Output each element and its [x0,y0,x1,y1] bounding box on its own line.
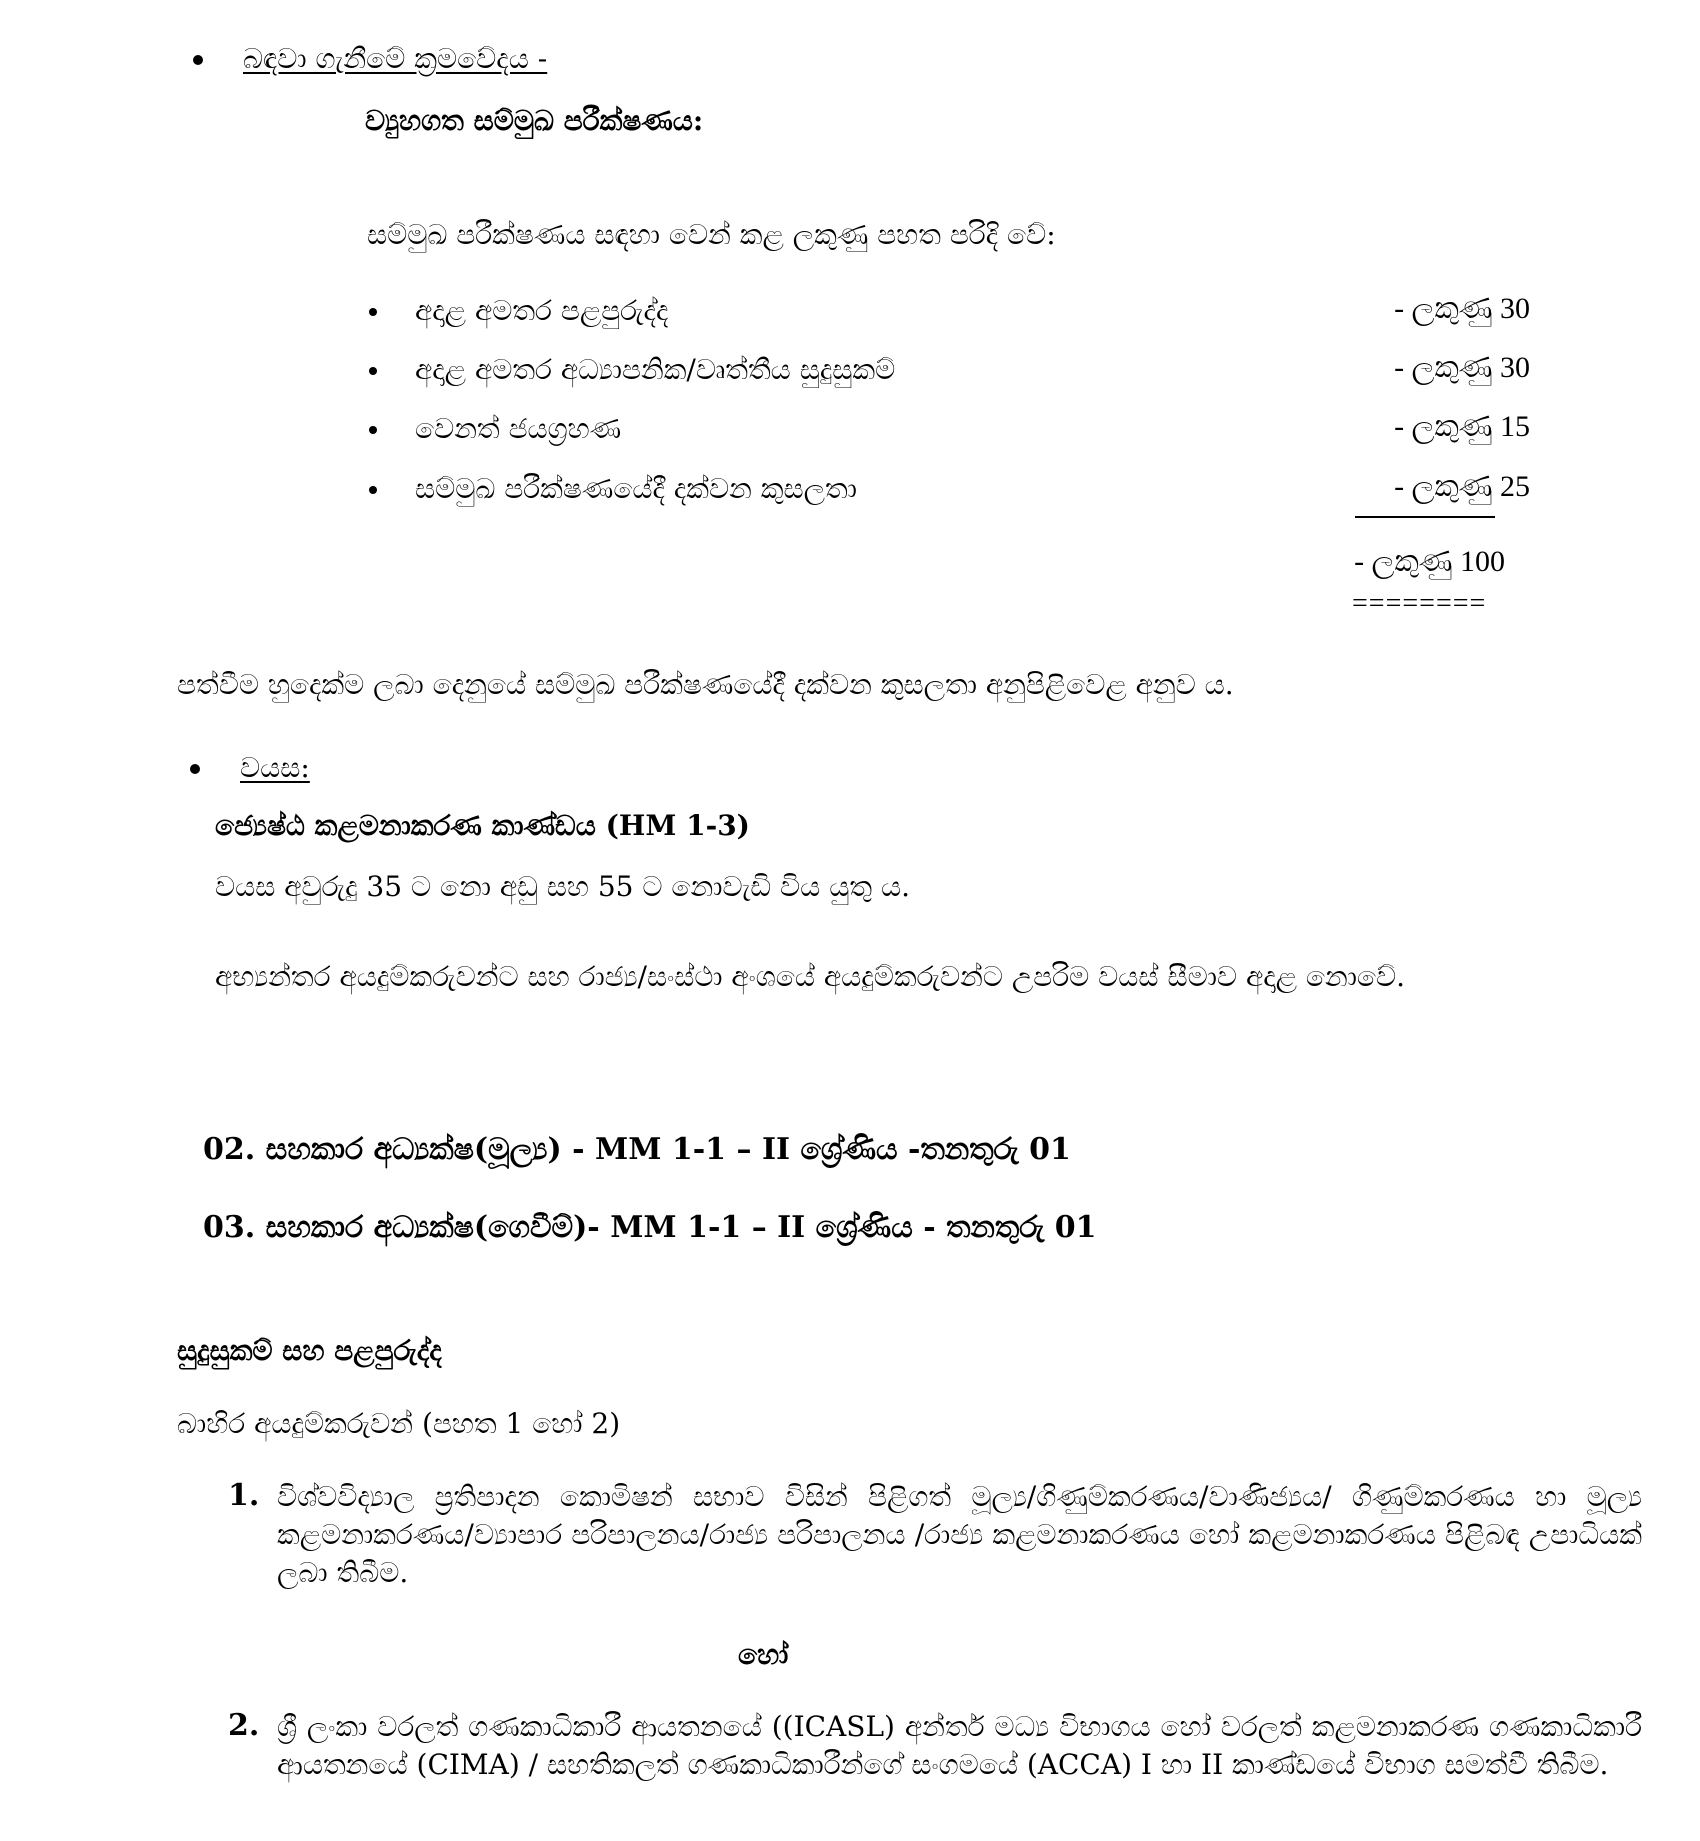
structured-interview-heading: ව්‍යුහගත සම්මුඛ පරීක්ෂණය: [365,104,704,137]
or-separator: හෝ [738,1638,789,1671]
appointment-note: පත්වීම හුදෙක්ම ලබා දෙනුයේ සම්මුඛ පරීක්ෂණයේදී දක්වන කුසලතා අනුපිළිවෙළ අනුව ය. [177,668,1234,701]
criterion-label: වෙනත් ජයග්‍රහණ [415,412,622,445]
criterion-marks: - ලකුණු 30 [1394,292,1530,325]
subtotal-underline [1355,516,1495,518]
criterion-label: අදාළ අමතර අධ්‍යාපනික/වෘත්තීය සුදුසුකම් [415,353,896,386]
external-applicants-line: බාහිර අයදුම්කරුවන් (පහත 1 හෝ 2) [177,1407,621,1440]
bullet-icon [369,367,377,375]
marks-intro: සම්මුඛ පරීක්ෂණය සඳහා වෙන් කළ ලකුණු පහත පරිදි වේ: [367,218,1056,251]
total-double-rule: ======== [1352,588,1487,619]
qualification-text: විශ්වවිද්‍යාල ප්‍රතිපාදන කොමිෂන් සභාව විසින් පිළිගත් මූල්‍ය/ගිණුම්කරණය/වාණිජ්‍යය/ ගිණුම්කරණය හා මූල්‍ය කළමනාකරණය/ව්‍යාපාර පරිපාලනය/රාජ්‍ය පරිපාලනය /රාජ්‍ය කළමනාකරණය හෝ කළමනාකරණය පිළිබඳ උපාධියක් ලබා තිබීම. [277,1480,1642,1589]
qualification-number: 1. [228,1478,260,1513]
qualification-number: 2. [228,1708,260,1743]
criterion-marks: - ලකුණු 25 [1394,470,1530,503]
age-exception: අභ්‍යන්තර අයදුම්කරුවන්ට සහ රාජ්‍ය/සංස්ථා අංශයේ අයදුම්කරුවන්ට උපරිම වයස් සීමාව අදාළ නොවේ. [215,960,1406,993]
bullet-icon [369,426,377,434]
qualification-text: ශ්‍රී ලංකා වරලත් ගණකාධිකාරී ආයතනයේ ((ICASL) අන්තර් මධ්‍ය විභාගය හෝ වරලත් කළමනාකරණ ගණකාධිකාරී ආයතනයේ (CIMA) / සහතිකලත් ගණකාධිකාරීන්ගේ සංගමයේ (ACCA) I හා II කාණ්ඩයේ විභාග සමත්වී තිබීම. [277,1710,1642,1781]
criterion-marks: - ලකුණු 15 [1394,410,1530,443]
post-title: 03. සහකාර අධ්‍යක්ෂ(ගෙවීම්)- MM 1-1 – II ශ්‍රේණිය - තනතුරු 01 [203,1210,1097,1245]
qualifications-heading: සුදුසුකම් සහ පළපුරුද්ද [177,1334,442,1367]
total-marks: - ලකුණු 100 [1354,545,1505,578]
criterion-label: අදාළ අමතර පළපුරුද්ද [415,294,669,327]
post-title: 02. සහකාර අධ්‍යක්ෂ(මූල්‍ය) - MM 1-1 – II ශ්‍රේණිය -තනතුරු 01 [203,1132,1071,1167]
age-requirement: වයස අවුරුදු 35 ට නො අඩු සහ 55 ට නොවැඩි විය යුතු ය. [215,870,910,903]
bullet-icon [193,55,203,65]
criterion-marks: - ලකුණු 30 [1394,351,1530,384]
criterion-label: සම්මුඛ පරීක්ෂණයේදී දක්වන කුසලතා [415,472,857,505]
bullet-icon [369,308,377,316]
age-heading: වයස: [240,751,310,784]
bullet-icon [369,486,377,494]
bullet-icon [190,764,200,774]
grade-heading: ජ්‍යෙෂ්ඨ කළමනාකරණ කාණ්ඩය (HM 1-3) [215,809,750,842]
recruitment-method-heading: බඳවා ගැනීමේ ක්‍රමවේදය - [243,42,548,75]
